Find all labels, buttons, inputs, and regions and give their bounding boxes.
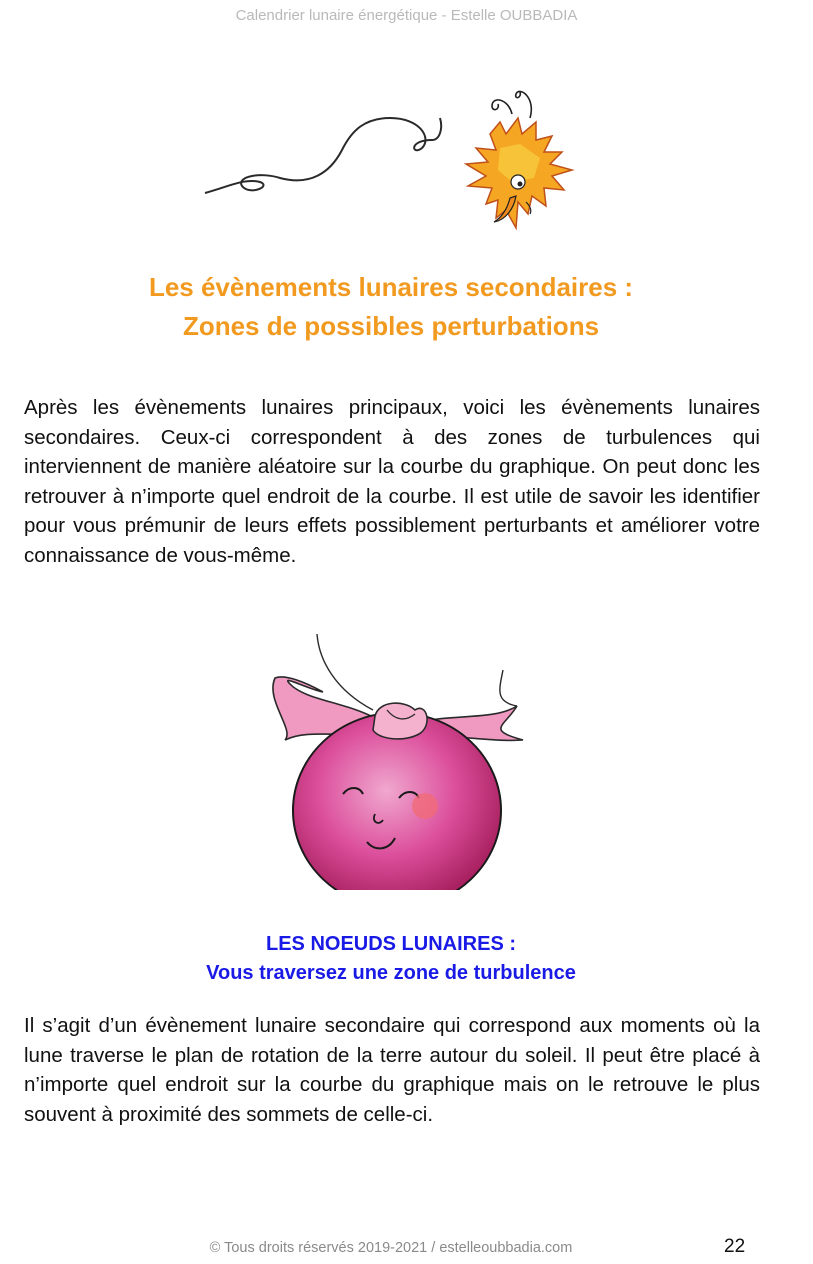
running-header: Calendrier lunaire énergétique - Estelle OUBBADIA: [235, 7, 578, 24]
intro-paragraph: Après les évènements lunaires principaux, voici les évènements lunaires secondaires. Ceux-ci correspondent à des zones de turbulences qui interviennent de manière aléatoire sur la courbe du graphique. On peut donc les retrouver à n’importe quel endroit de la courbe. Il est utile de savoir les identifier pour vous prémunir de leurs effets possiblement perturbants et améliorer votre connaissance de vous-même.: [24, 396, 760, 567]
nodes-paragraph: Il s’agit d’un évènement lunaire secondaire qui correspond aux moments où la lune traverse le plan de rotation de la terre autour du soleil. Il peut être placé à n’importe quel endroit sur la courbe du graphique mais on le retrouve le plus souvent à proximité des sommets de celle-ci.: [24, 1014, 760, 1126]
subsection-title-line1: LES NOEUDS LUNAIRES :: [265, 933, 517, 955]
flying-bird-illustration: [200, 78, 590, 238]
bird-eye: [511, 175, 525, 189]
bird-antenna-right: [516, 91, 532, 118]
section-title-line1: Les évènements lunaires secondaires :: [148, 272, 634, 302]
moon-knot-illustration: [255, 630, 530, 890]
subsection-title-line2: Vous traversez une zone de turbulence: [206, 962, 576, 984]
section-title-line2: Zones de possibles perturbations: [182, 311, 600, 341]
bird-antenna-left: [492, 100, 512, 114]
moon-cheek: [412, 793, 438, 819]
flight-trail-line: [205, 118, 441, 193]
page-number: 22: [724, 1236, 746, 1257]
copyright-footer: © Tous droits réservés 2019-2021 / estelleoubbadia.com: [209, 1240, 573, 1256]
knot: [373, 703, 427, 739]
